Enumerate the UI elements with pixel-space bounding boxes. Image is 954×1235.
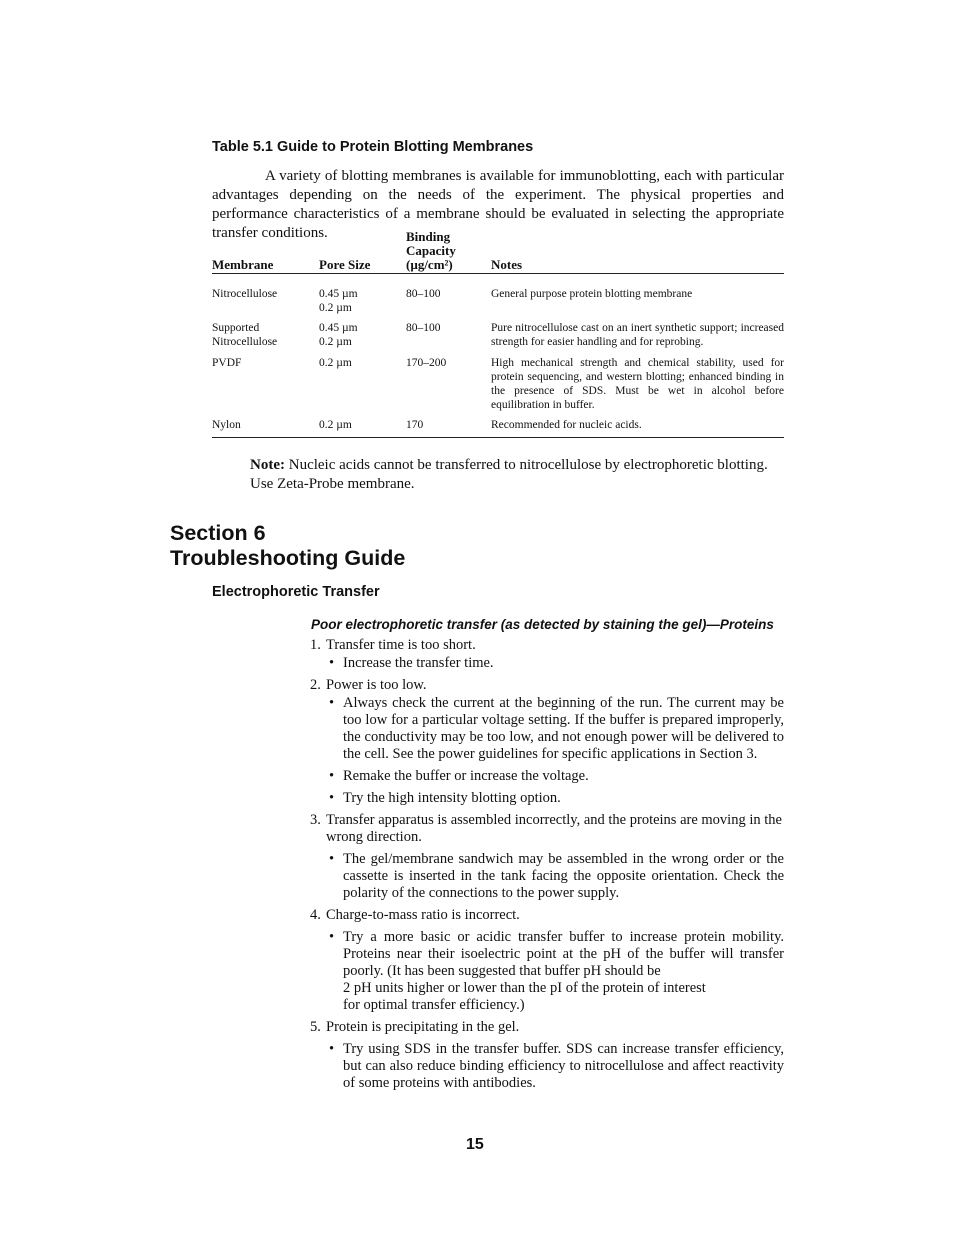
bullet-text: Increase the transfer time. (343, 655, 494, 671)
bullet-text: Try the high intensity blotting option. (343, 790, 561, 806)
cell-pore-size (319, 287, 358, 315)
cell-pore-size: 0.2 µm (319, 357, 352, 369)
list-item (310, 812, 784, 846)
section-title (170, 521, 405, 571)
section-number: Section 6 (170, 521, 266, 545)
bullet-text: The gel/membrane sandwich may be assembled in the wrong order or the cassette is inserted in the tank facing the opposite orientation. Check the polarity of the connections to the power supply. (343, 851, 784, 901)
cell-membrane: Nitrocellulose (212, 288, 278, 300)
bullet-marker: • (329, 695, 335, 711)
cell-capacity: 170 (406, 419, 424, 431)
list-item (310, 1019, 784, 1036)
item-text: Transfer apparatus is assembled incorrectly, and the proteins are moving in the wrong direction. (326, 812, 782, 845)
list-item (310, 907, 784, 924)
bullet-item (326, 851, 784, 902)
troubleshooting-list (310, 637, 784, 1097)
cell-pore-line-2: 0.2 µm (319, 336, 352, 348)
table-header (212, 230, 784, 274)
cell-capacity: 80–100 (406, 288, 441, 300)
section-name: Troubleshooting Guide (170, 546, 406, 570)
cell-membrane: Nylon (212, 419, 241, 431)
table-caption: Table 5.1 Guide to Protein Blotting Membranes (212, 139, 534, 155)
header-notes: Notes (491, 257, 523, 272)
issue-heading: Poor electrophoretic transfer (as detected by staining the gel)—Proteins (311, 617, 774, 632)
table-row (212, 287, 784, 321)
bullet-text-line: 2 pH units higher or lower than the pI of the protein of interest (343, 980, 706, 996)
cell-notes: General purpose protein blotting membrane (491, 288, 693, 300)
note-text: Nucleic acids cannot be transferred to nitrocellulose by electrophoretic blotting. Use Zeta-Probe membrane. (250, 457, 768, 492)
list-item (310, 637, 784, 654)
table-row (212, 356, 784, 418)
cell-pore-line-2: 0.2 µm (319, 302, 352, 314)
bullet-item (326, 695, 784, 763)
bullet-item (326, 768, 784, 785)
cell-pore-size (319, 321, 358, 349)
bullet-item (326, 655, 784, 672)
bullet-marker: • (329, 655, 335, 671)
item-number: 1. (310, 637, 321, 653)
item-number: 2. (310, 677, 321, 693)
item-text: Charge-to-mass ratio is incorrect. (326, 907, 520, 923)
cell-capacity: 80–100 (406, 322, 441, 334)
item-text: Protein is precipitating in the gel. (326, 1019, 520, 1035)
item-text: Transfer time is too short. (326, 637, 476, 653)
bullet-marker: • (329, 768, 335, 784)
cell-pore-line-1: 0.45 µm (319, 288, 358, 300)
cell-notes: High mechanical strength and chemical stability, used for protein sequencing, and western blotting; enhanced binding in the presence of SDS. Must be wet in alcohol before equilibration in buffer. (491, 357, 784, 411)
intro-paragraph: A variety of blotting membranes is available for immunoblotting, each with particular advantages depending on the needs of the experiment. The physical properties and performance characteristics of a membrane should be evaluated in selecting the appropriate transfer conditions. (212, 168, 784, 241)
note-paragraph (250, 456, 784, 494)
bullet-marker: • (329, 790, 335, 806)
bullet-marker: • (329, 929, 335, 945)
item-number: 3. (310, 812, 321, 828)
header-binding-line-1: Binding (406, 229, 451, 244)
bullet-text: Always check the current at the beginning of the run. The current may be too low for a particular voltage setting. If the buffer is prepared improperly, the conductivity may be too low, and not enough power will be delivered to the cell. See the power guidelines for specific applications in Section 3. (343, 695, 784, 762)
subsection-heading: Electrophoretic Transfer (212, 584, 380, 600)
header-binding-line-3: (µg/cm²) (406, 257, 453, 272)
bullet-item (326, 1041, 784, 1092)
bullet-text: Try a more basic or acidic transfer buffer to increase protein mobility. Proteins near their isoelectric point at the pH of the buffer will transfer poorly. (It has been suggested that buffer pH should be (343, 929, 784, 979)
bullet-text-line: for optimal transfer efficiency.) (343, 997, 525, 1013)
bullet-item (326, 790, 784, 807)
bullet-item (326, 929, 784, 1014)
table-row (212, 418, 784, 437)
item-number: 4. (310, 907, 321, 923)
cell-capacity: 170–200 (406, 357, 447, 369)
cell-notes: Recommended for nucleic acids. (491, 419, 642, 431)
cell-membrane (212, 321, 277, 349)
bullet-text: Remake the buffer or increase the voltage. (343, 768, 589, 784)
note-label: Note: (250, 457, 285, 473)
header-binding-line-2: Capacity (406, 243, 456, 258)
bullet-text: Try using SDS in the transfer buffer. SDS can increase transfer efficiency, but can also reduce binding efficiency to nitrocellulose and affect reactivity of some proteins with antibodies. (343, 1041, 784, 1091)
membrane-table (212, 230, 784, 438)
item-text: Power is too low. (326, 677, 427, 693)
table-row (212, 321, 784, 356)
list-item (310, 677, 784, 694)
cell-notes: Pure nitrocellulose cast on an inert synthetic support; increased strength for easier handling and for reprobing. (491, 322, 784, 348)
header-membrane: Membrane (212, 257, 274, 272)
table-bottom-rule (212, 437, 784, 438)
cell-membrane-line-2: Nitrocellulose (212, 336, 278, 348)
cell-pore-line-1: 0.45 µm (319, 322, 358, 334)
header-binding-capacity (406, 230, 456, 272)
page-number: 15 (466, 1136, 484, 1153)
bullet-marker: • (329, 1041, 335, 1057)
cell-membrane-line-1: Supported (212, 322, 260, 334)
item-number: 5. (310, 1019, 321, 1035)
header-pore-size: Pore Size (319, 257, 371, 272)
cell-membrane: PVDF (212, 357, 242, 369)
bullet-marker: • (329, 851, 335, 867)
cell-pore-size: 0.2 µm (319, 419, 352, 431)
